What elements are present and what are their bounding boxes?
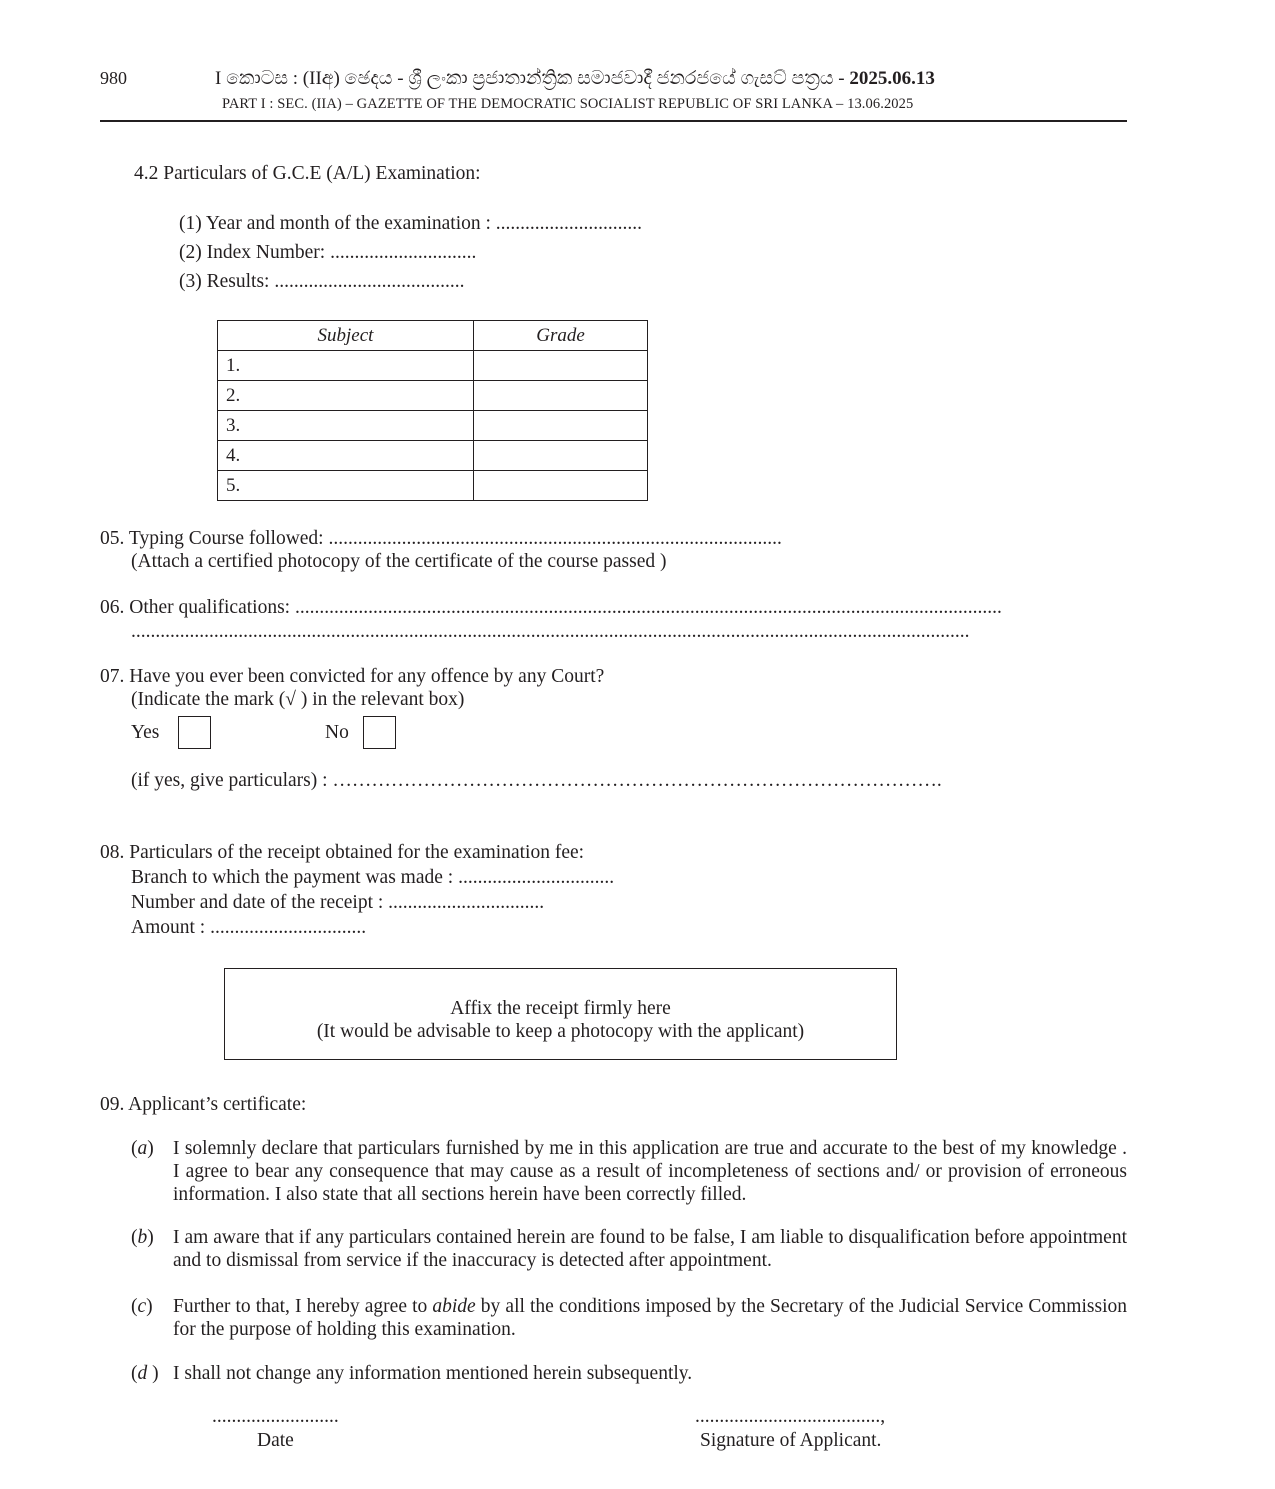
clause-d-label: (d ) <box>131 1363 159 1384</box>
gazette-title-sinhala-text: I කොටස : (IIඅ) ඡෙදය - ශ්‍රී ලංකා ප්‍රජාතාන්ත්‍රික සමාජවාදී ජනරජයේ ගැසට් පත්‍රය - <box>215 68 850 89</box>
clause-b-text: I am aware that if any particulars contained herein are found to be false, I am liable to disqualification before appointment and to dismissal from service if the inaccuracy is detected after appointment. <box>173 1227 1127 1271</box>
gazette-date-sinhala: 2025.06.13 <box>849 68 935 89</box>
clause-a-text: I solemnly declare that particulars furnished by me in this application are true and accurate to the best of my knowledge . I agree to bear any consequence that may cause as a result of incompleteness of sections and/ or provision of erroneous information. I also state that all sections herein have been correctly filled. <box>173 1138 1127 1205</box>
no-label: No <box>325 722 349 743</box>
exam-year-month-field: (1) Year and month of the examination : .............................. <box>179 213 643 234</box>
clause-c-text <box>173 1295 1127 1341</box>
subject-cell: 3. <box>218 411 474 441</box>
signature-label: Signature of Applicant. <box>700 1430 882 1451</box>
grade-cell <box>474 411 648 441</box>
yes-checkbox[interactable] <box>178 716 211 749</box>
conviction-question: 07. Have you ever been convicted for any offence by any Court? <box>100 666 605 687</box>
subject-column-header: Subject <box>218 321 474 351</box>
clause-c-label: (c) <box>131 1296 153 1317</box>
table-row <box>218 351 648 381</box>
receipt-number-date-field: Number and date of the receipt : ................................ <box>131 892 545 913</box>
page-number: 980 <box>100 68 127 88</box>
payment-branch-field: Branch to which the payment was made : ................................ <box>131 867 615 888</box>
grade-cell <box>474 381 648 411</box>
clause-c-text-1: Further to that, I hereby agree to <box>173 1296 433 1317</box>
receipt-affix-box <box>224 968 897 1060</box>
clause-d-text: I shall not change any information mentioned herein subsequently. <box>173 1363 693 1384</box>
gazette-title-sinhala <box>215 68 1015 91</box>
clause-b-letter: b <box>137 1227 148 1248</box>
subject-cell: 1. <box>218 351 474 381</box>
results-table <box>217 320 648 501</box>
table-row <box>218 441 648 471</box>
grade-column-header: Grade <box>474 321 648 351</box>
signature-dots: ......................................, <box>695 1406 886 1427</box>
grade-cell <box>474 351 648 381</box>
other-qualifications-line2: ............................................................................................................................................................................ <box>131 621 970 642</box>
gazette-title-english: PART I : SEC. (IIA) – GAZETTE OF THE DEMOCRATIC SOCIALIST REPUBLIC OF SRI LANKA – 13.06.2025 <box>222 96 914 112</box>
table-row <box>218 381 648 411</box>
conviction-instruction: (Indicate the mark (√ ) in the relevant box) <box>131 689 465 710</box>
results-field: (3) Results: ....................................... <box>179 271 465 292</box>
subject-cell: 5. <box>218 471 474 501</box>
receipt-box-line1: Affix the receipt firmly here <box>450 998 671 1019</box>
table-row <box>218 411 648 441</box>
receipt-heading: 08. Particulars of the receipt obtained for the examination fee: <box>100 842 585 863</box>
results-table-header <box>218 321 648 351</box>
grade-cell <box>474 471 648 501</box>
grade-cell <box>474 441 648 471</box>
clause-c-text-2: by all the conditions imposed by the Secretary of the Judicial Service Commission for the purpose of holding this examination. <box>173 1296 1127 1340</box>
header-rule <box>100 120 1127 122</box>
clause-c-letter: c <box>137 1296 147 1317</box>
conviction-particulars-field: (if yes, give particulars) : …………………………………………………………………………………. <box>131 770 942 791</box>
other-qualifications-field: 06. Other qualifications: ................................................................................................................................................. <box>100 597 1002 618</box>
section-4-2-heading: 4.2 Particulars of G.C.E (A/L) Examination: <box>134 163 481 184</box>
date-dots: .......................... <box>212 1406 339 1427</box>
receipt-box-line2: (It would be advisable to keep a photocopy with the applicant) <box>316 1021 805 1042</box>
typing-course-note: (Attach a certified photocopy of the certificate of the course passed ) <box>131 551 667 572</box>
clause-a-letter: a <box>137 1138 148 1159</box>
date-label: Date <box>257 1430 294 1451</box>
clause-c-text-italic: abide <box>432 1296 476 1317</box>
amount-field: Amount : ................................ <box>131 917 367 938</box>
clause-b-label: (b) <box>131 1227 154 1248</box>
index-number-field: (2) Index Number: .............................. <box>179 242 477 263</box>
no-checkbox[interactable] <box>363 716 396 749</box>
table-row <box>218 471 648 501</box>
clause-d-letter: d <box>137 1363 148 1384</box>
yes-label: Yes <box>131 722 160 743</box>
subject-cell: 4. <box>218 441 474 471</box>
subject-cell: 2. <box>218 381 474 411</box>
clause-a-label: (a) <box>131 1138 154 1159</box>
applicant-certificate-heading: 09. Applicant’s certificate: <box>100 1094 307 1115</box>
typing-course-field: 05. Typing Course followed: ............................................................................................. <box>100 528 782 549</box>
